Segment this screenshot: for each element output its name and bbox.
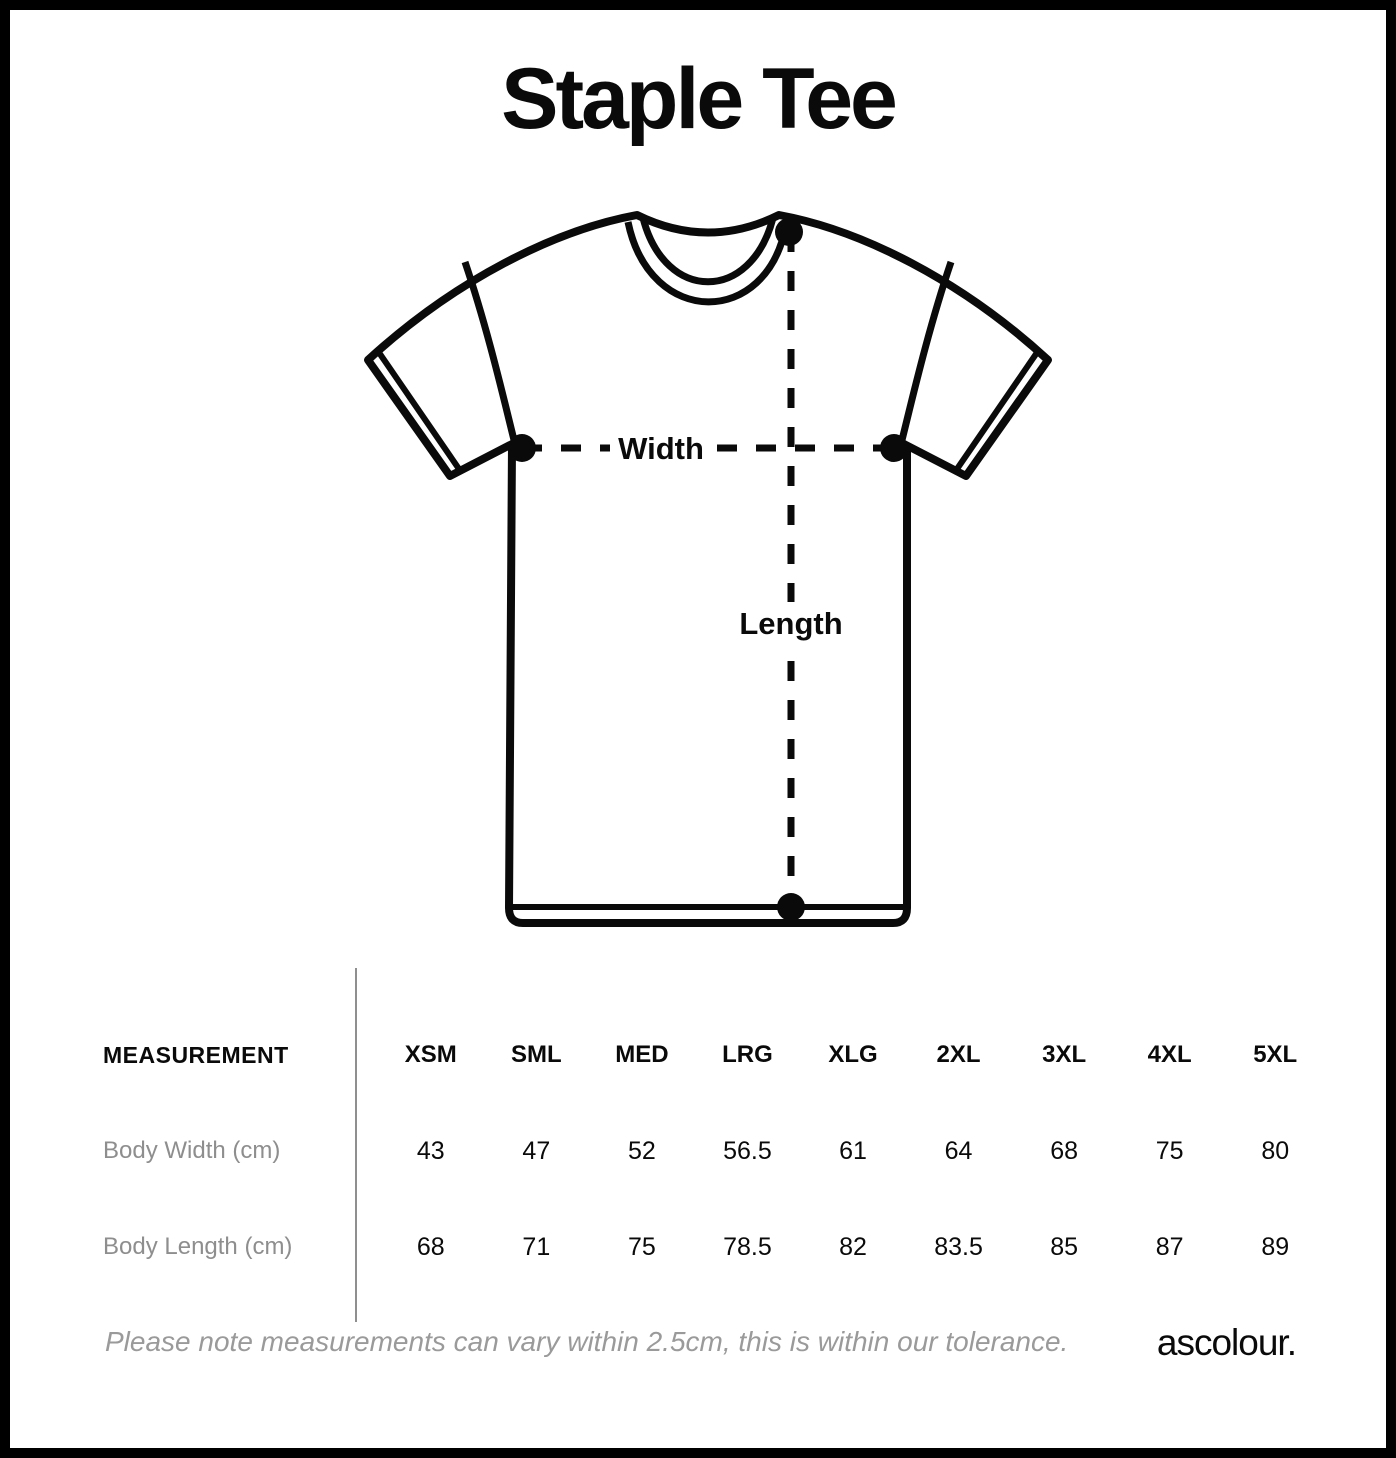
body-length-sml: 71 <box>522 1232 551 1261</box>
body-width-4xl: 75 <box>1155 1136 1184 1165</box>
bottom-hem-dot <box>777 893 805 921</box>
size-header-4xl: 4XL <box>1147 1041 1192 1068</box>
body-length-2xl: 83.5 <box>934 1232 983 1261</box>
right-armpit-dot <box>880 434 908 462</box>
body-length-lrg: 78.5 <box>723 1232 772 1261</box>
body-width-2xl: 64 <box>944 1136 973 1165</box>
row-label-body-width: Body Width (cm) <box>103 1137 281 1164</box>
tolerance-note: Please note measurements can vary within 2.5cm, this is within our tolerance. <box>105 1326 1069 1357</box>
body-length-5xl: 89 <box>1261 1232 1290 1261</box>
body-length-4xl: 87 <box>1155 1232 1184 1261</box>
size-header-3xl: 3XL <box>1042 1041 1087 1068</box>
size-header-sml: SML <box>510 1041 562 1068</box>
left-armpit-dot <box>508 434 536 462</box>
shoulder-dot <box>775 218 803 246</box>
body-length-med: 75 <box>627 1232 656 1261</box>
size-header-2xl: 2XL <box>936 1041 981 1068</box>
size-header-lrg: LRG <box>722 1041 773 1068</box>
body-width-sml: 47 <box>522 1136 551 1165</box>
size-header-xsm: XSM <box>404 1041 457 1068</box>
body-width-xlg: 61 <box>839 1136 867 1165</box>
row-label-body-length: Body Length (cm) <box>103 1233 293 1260</box>
body-length-3xl: 85 <box>1050 1232 1078 1261</box>
tshirt-diagram <box>330 190 1090 950</box>
size-header-5xl: 5XL <box>1253 1041 1298 1068</box>
size-header-med: MED <box>615 1041 669 1068</box>
body-width-xsm: 43 <box>416 1136 445 1165</box>
length-label: Length <box>739 606 843 641</box>
body-width-med: 52 <box>627 1136 656 1165</box>
size-header-xlg: XLG <box>828 1041 878 1068</box>
tshirt-outline <box>368 215 1048 923</box>
body-width-3xl: 68 <box>1050 1136 1078 1165</box>
width-label: Width <box>618 431 704 466</box>
size-table <box>95 1007 1328 1295</box>
page-title: Staple Tee <box>501 51 895 147</box>
body-width-5xl: 80 <box>1261 1136 1290 1165</box>
measurement-header: MEASUREMENT <box>103 1041 289 1068</box>
body-length-xlg: 82 <box>839 1232 867 1261</box>
body-length-xsm: 68 <box>416 1232 445 1261</box>
brand-logo: ascolour. <box>1156 1322 1296 1363</box>
body-width-lrg: 56.5 <box>723 1136 772 1165</box>
